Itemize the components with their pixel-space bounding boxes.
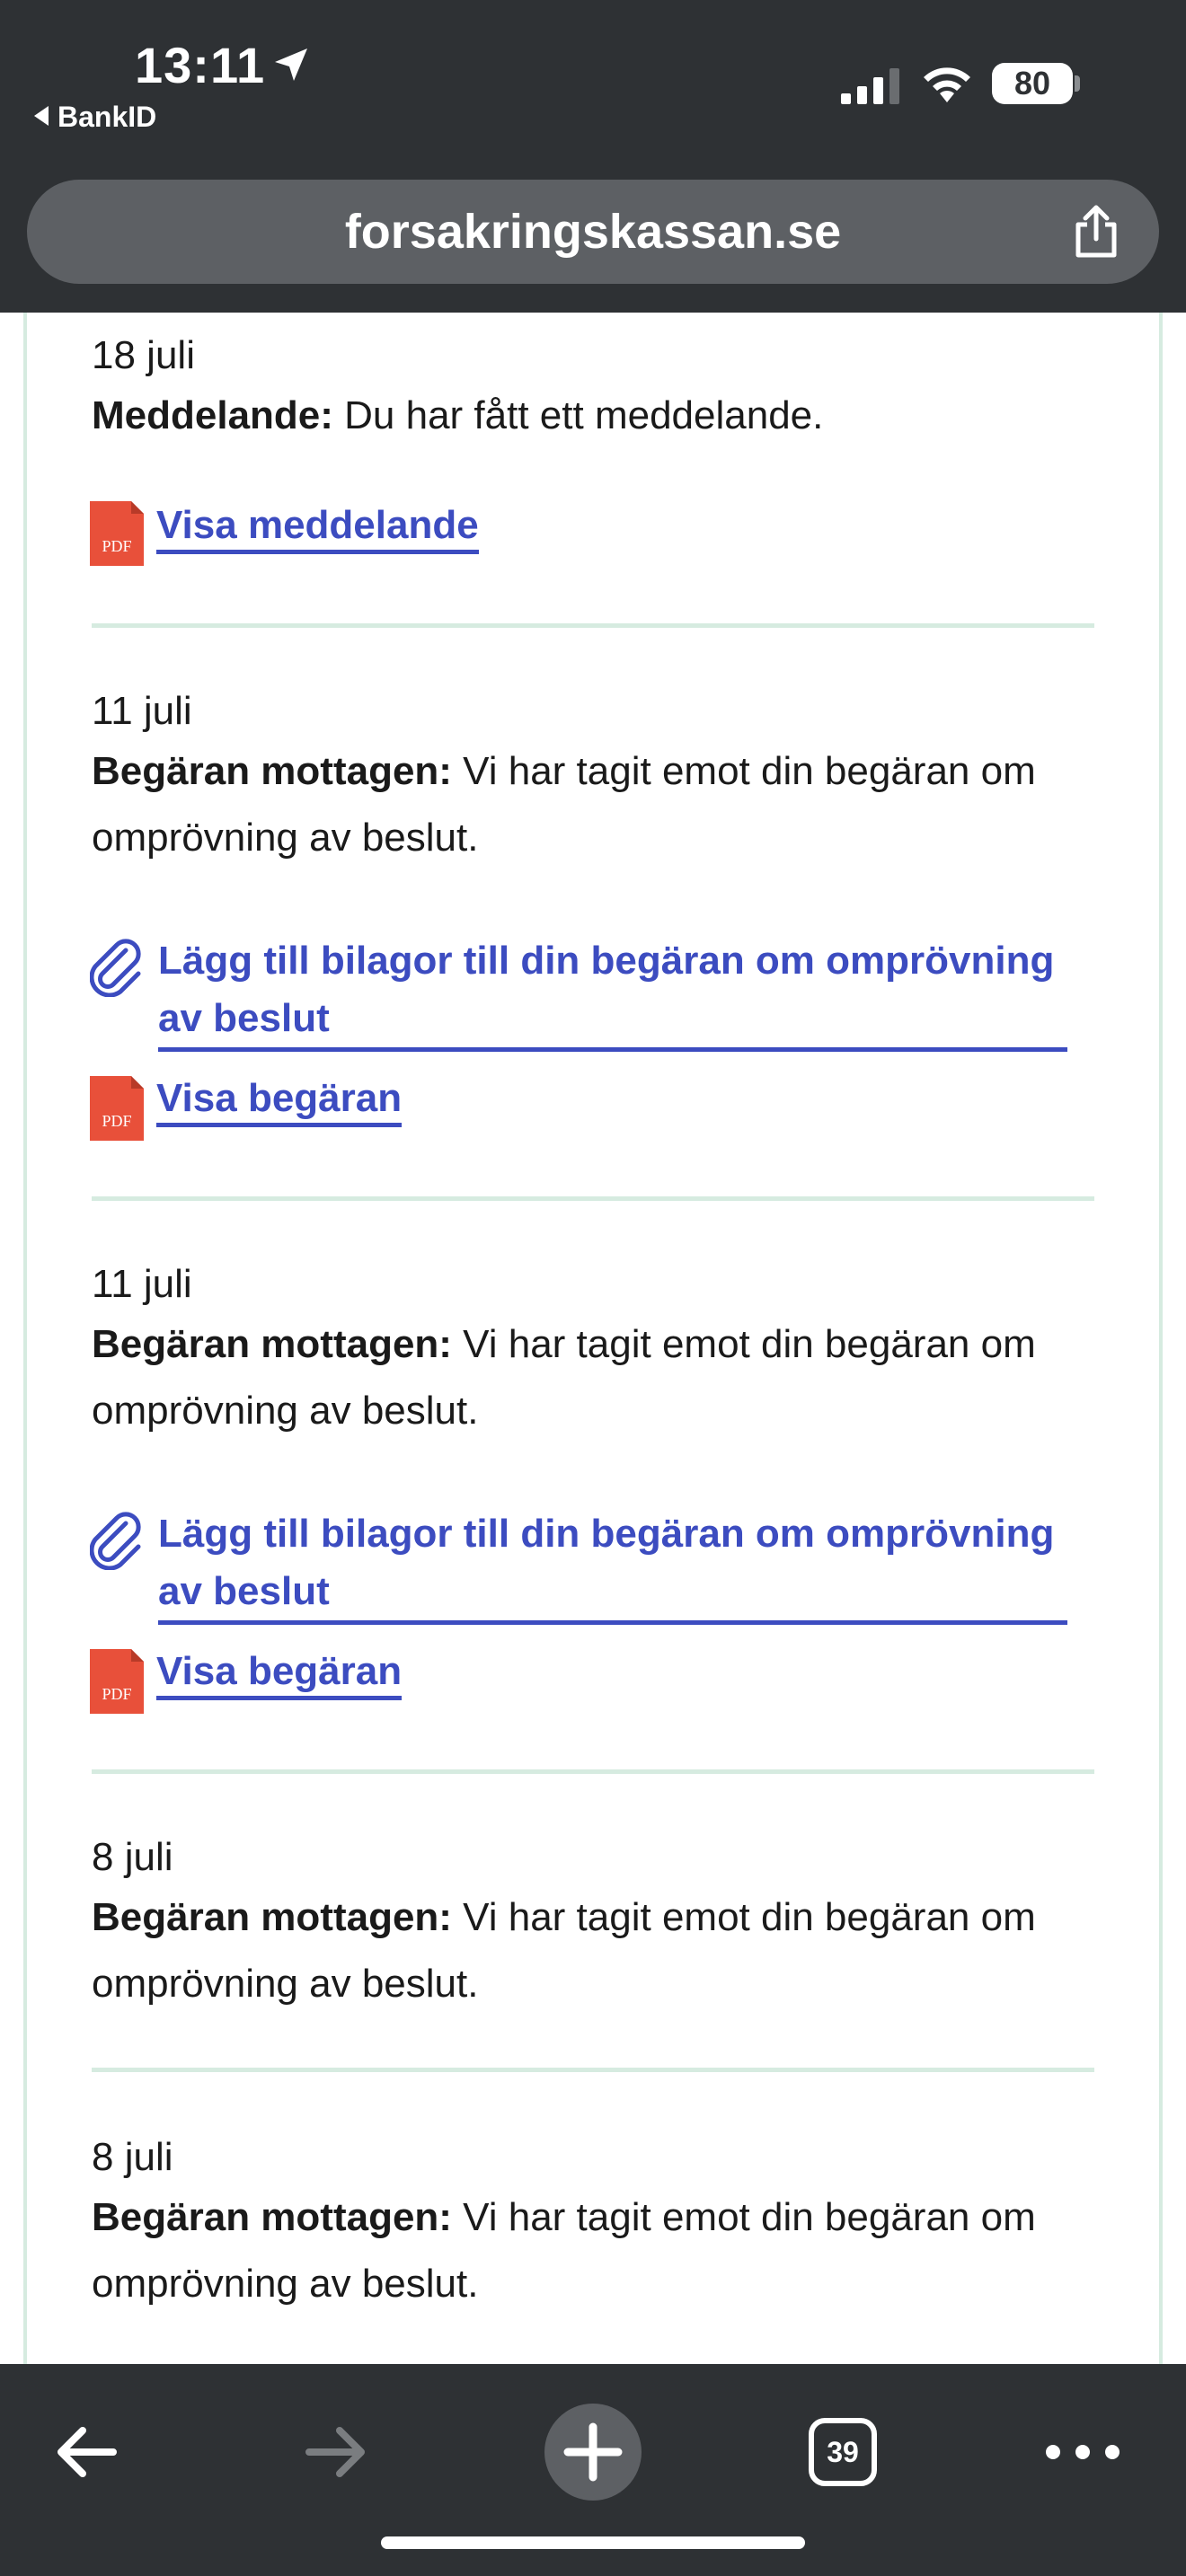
status-bar — [0, 0, 1186, 171]
back-triangle-icon — [34, 106, 49, 126]
entry-label: Begäran mottagen: — [92, 1895, 452, 1939]
entry-text — [92, 1884, 1094, 2017]
link-row — [156, 1649, 402, 1700]
entry-text — [92, 2184, 1094, 2317]
entry-divider — [92, 1196, 1094, 1201]
paperclip-icon — [90, 938, 142, 997]
entry-date: 8 juli — [92, 2135, 173, 2179]
paperclip-icon — [90, 1511, 142, 1570]
entry-divider — [92, 1769, 1094, 1774]
pdf-icon-label: PDF — [102, 1112, 132, 1130]
back-to-app-button[interactable] — [34, 101, 156, 134]
entry-date: 11 juli — [92, 1262, 192, 1306]
pdf-icon-label: PDF — [102, 537, 132, 555]
add-attachments-link[interactable]: Lägg till bilagor till din begäran om omprövning av beslut — [158, 1505, 1067, 1625]
history-entry — [92, 2130, 1094, 2317]
pdf-icon-label: PDF — [102, 1685, 132, 1703]
history-entry — [92, 1831, 1094, 2017]
entry-divider — [92, 623, 1094, 628]
home-indicator[interactable] — [381, 2536, 805, 2549]
entry-description: Du har fått ett meddelande. — [332, 393, 824, 437]
address-bar-url: forsakringskassan.se — [344, 205, 842, 259]
status-time: 13:11 — [135, 37, 266, 93]
pdf-file-icon — [90, 1076, 144, 1141]
entry-label: Begäran mottagen: — [92, 749, 452, 793]
history-entry — [92, 329, 1094, 449]
battery-indicator: 80 — [992, 63, 1073, 104]
entry-text — [92, 738, 1094, 871]
link-row — [156, 503, 479, 554]
entry-label: Meddelande: — [92, 393, 333, 437]
view-request-link[interactable]: Visa begäran — [156, 1076, 402, 1127]
address-bar[interactable] — [27, 180, 1159, 284]
cellular-signal-icon — [841, 68, 900, 104]
entry-text — [92, 383, 1094, 449]
entry-description: Vi har tagit emot din begäran om omprövning av beslut. — [92, 749, 1036, 860]
page-content — [0, 313, 1186, 2364]
pdf-file-icon — [90, 501, 144, 566]
entry-date: 11 juli — [92, 689, 192, 733]
more-options-icon[interactable] — [1042, 2434, 1123, 2470]
forward-arrow-icon[interactable] — [300, 2416, 372, 2488]
add-attachments-link[interactable]: Lägg till bilagor till din begäran om omprövning av beslut — [158, 932, 1067, 1052]
entry-description: Vi har tagit emot din begäran om omprövning av beslut. — [92, 2195, 1036, 2306]
view-request-link[interactable]: Visa begäran — [156, 1649, 402, 1700]
entry-divider — [92, 2068, 1094, 2072]
share-icon[interactable] — [1067, 203, 1125, 260]
entry-date: 18 juli — [92, 333, 195, 377]
location-arrow-icon — [270, 43, 313, 86]
view-message-link[interactable]: Visa meddelande — [156, 503, 479, 554]
browser-top-chrome — [0, 0, 1186, 313]
link-row — [156, 1076, 402, 1127]
pdf-file-icon — [90, 1649, 144, 1714]
tab-switcher-button[interactable]: 39 — [809, 2418, 877, 2486]
back-arrow-icon[interactable] — [50, 2416, 122, 2488]
plus-icon — [544, 2404, 642, 2501]
history-entry — [92, 1257, 1094, 1444]
entry-label: Begäran mottagen: — [92, 1322, 452, 1366]
browser-bottom-toolbar — [0, 2364, 1186, 2576]
new-tab-button[interactable] — [544, 2404, 642, 2501]
battery-cap — [1075, 75, 1080, 92]
wifi-icon — [920, 63, 974, 104]
entry-date: 8 juli — [92, 1835, 173, 1879]
entry-description: Vi har tagit emot din begäran om omprövning av beslut. — [92, 1322, 1036, 1433]
back-app-label: BankID — [58, 101, 157, 133]
entry-label: Begäran mottagen: — [92, 2195, 452, 2239]
entry-text — [92, 1311, 1094, 1444]
history-entry — [92, 684, 1094, 871]
entry-description: Vi har tagit emot din begäran om omprövning av beslut. — [92, 1895, 1036, 2006]
